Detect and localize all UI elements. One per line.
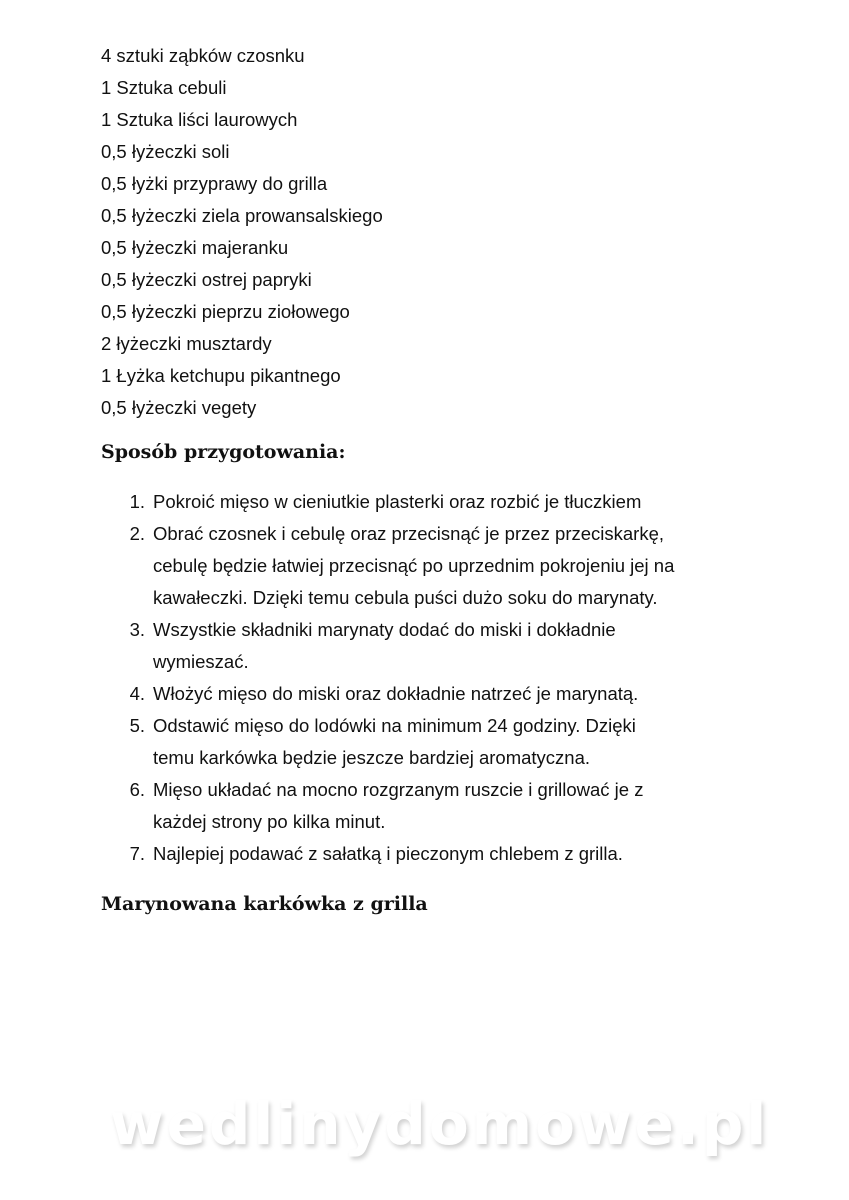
ingredient-item: 1 Łyżka ketchupu pikantnego	[101, 365, 341, 386]
step-text-line: każdej strony po kilka minut.	[153, 811, 386, 832]
step-number: 1.	[129, 491, 145, 512]
step-item	[101, 486, 674, 518]
ingredient-item: 0,5 łyżeczki soli	[101, 141, 230, 162]
step-item	[101, 774, 674, 838]
step-item	[101, 710, 674, 774]
step-number: 3.	[129, 619, 145, 640]
step-number: 2.	[129, 523, 145, 544]
step-item	[101, 518, 674, 614]
step-text-line: Mięso układać na mocno rozgrzanym ruszcie i grillować je z	[153, 779, 644, 800]
step-item	[101, 838, 674, 870]
ingredient-item: 1 Sztuka cebuli	[101, 77, 227, 98]
step-text-line: Włożyć mięso do miski oraz dokładnie natrzeć je marynatą.	[153, 683, 639, 704]
step-text-line: Pokroić mięso w cieniutkie plasterki oraz rozbić je tłuczkiem	[153, 491, 642, 512]
step-text-line: temu karkówka będzie jeszcze bardziej aromatyczna.	[153, 747, 590, 768]
step-text-line: kawałeczki. Dzięki temu cebula puści dużo soku do marynaty.	[153, 587, 658, 608]
step-text-line: cebulę będzie łatwiej przecisnąć po uprzednim pokrojeniu jej na	[153, 555, 675, 576]
ingredient-item: 1 Sztuka liści laurowych	[101, 109, 298, 130]
ingredient-item: 0,5 łyżeczki majeranku	[101, 237, 289, 258]
step-item	[101, 614, 674, 678]
step-text-line: Najlepiej podawać z sałatką i pieczonym chlebem z grilla.	[153, 843, 623, 864]
step-text-line: Obrać czosnek i cebulę oraz przecisnąć je przez przeciskarkę,	[153, 523, 665, 544]
step-item	[101, 678, 674, 710]
ingredient-item: 0,5 łyżeczki ziela prowansalskiego	[101, 205, 383, 226]
ingredient-item: 0,5 łyżeczki ostrej papryki	[101, 269, 312, 290]
step-text-line: wymieszać.	[153, 651, 249, 672]
ingredient-list	[101, 40, 383, 424]
step-number: 4.	[129, 683, 145, 704]
ingredient-item: 0,5 łyżki przyprawy do grilla	[101, 173, 328, 194]
recipe-title: Marynowana karkówka z grilla	[101, 893, 428, 915]
step-number: 7.	[129, 843, 145, 864]
method-heading: Sposób przygotowania:	[101, 441, 346, 463]
step-number: 5.	[129, 715, 145, 736]
step-number: 6.	[129, 779, 145, 800]
ingredient-item: 0,5 łyżeczki vegety	[101, 397, 257, 418]
ingredient-item: 4 sztuki ząbków czosnku	[101, 45, 305, 66]
ingredient-item: 0,5 łyżeczki pieprzu ziołowego	[101, 301, 350, 322]
ingredient-item: 2 łyżeczki musztardy	[101, 333, 272, 354]
steps-list	[101, 486, 674, 870]
step-text-line: Wszystkie składniki marynaty dodać do miski i dokładnie	[153, 619, 616, 640]
watermark: wedlinydomowe.pl	[110, 1090, 770, 1158]
step-text-line: Odstawić mięso do lodówki na minimum 24 godziny. Dzięki	[153, 715, 636, 736]
